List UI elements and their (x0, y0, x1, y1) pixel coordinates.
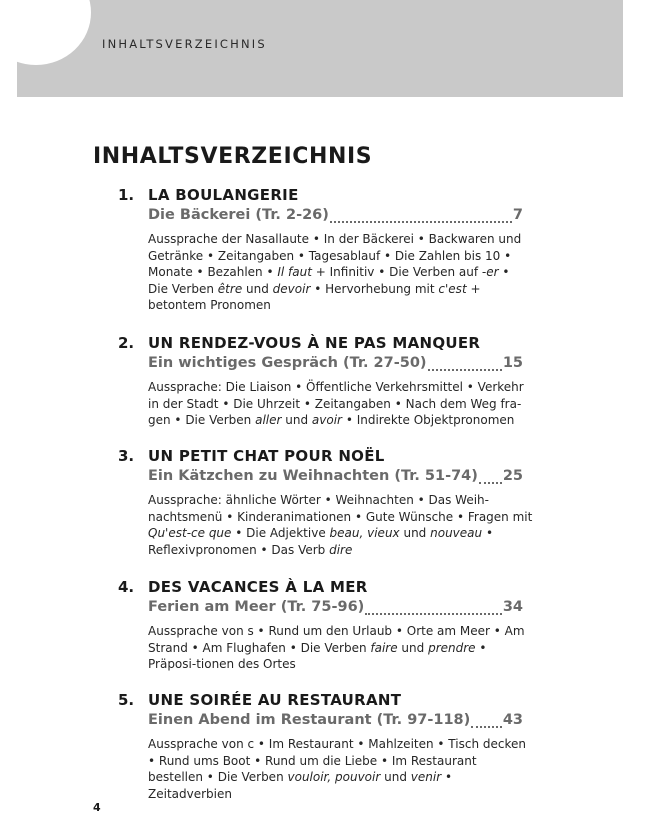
entry-title-de-line (148, 599, 523, 619)
topic-text: • Die Adjektive (231, 526, 330, 541)
topic-text: • Zeitadverbien (148, 770, 453, 801)
topic-text: und (242, 281, 273, 296)
entry-topics (148, 231, 533, 314)
topic-text: und (397, 640, 429, 655)
topic-text: und (281, 413, 312, 428)
entry-number: 5. (118, 691, 135, 709)
entry-page-number: 15 (502, 355, 523, 371)
entry-title-fr: DES VACANCES À LA MER (148, 578, 368, 596)
topic-term-italic: devoir (272, 281, 311, 296)
topic-term-italic: prendre (428, 640, 476, 655)
entry-topics (148, 492, 533, 558)
entry-title-fr: UN PETIT CHAT POUR NOËL (148, 447, 385, 465)
entry-number: 3. (118, 447, 135, 465)
topic-term-italic: dire (329, 542, 353, 557)
topic-term-italic: faire (370, 640, 398, 655)
topic-term-italic: être (217, 281, 243, 296)
entry-number: 4. (118, 578, 135, 596)
entry-number: 1. (118, 186, 135, 204)
entry-title-fr: UN RENDEZ-VOUS À NE PAS MANQUER (148, 334, 481, 352)
topic-text: • Präposi-tionen des Ortes (148, 640, 487, 672)
entry-topics (148, 736, 533, 802)
topic-term-italic: Qu'est-ce que (148, 526, 232, 541)
topic-text: • Die Verben (148, 265, 510, 296)
topic-term-italic: nouveau (430, 526, 483, 541)
topic-text: Aussprache der Nasallaute • In der Bäckerei • Backwaren und Getränke • Zeitangaben • Tagesablauf • Die Zahlen bis 10 • Monate • Bezahlen • (148, 232, 522, 280)
entry-title-de-line (148, 355, 523, 375)
topic-text: • Reflexivpronomen • Das Verb (148, 526, 494, 557)
entry-title-de: Ein wichtiges Gespräch (Tr. 27-50) (148, 355, 427, 371)
topic-text: Aussprache: ähnliche Wörter • Weihnachten • Das Weih-nachtsmenü • Kinderanimationen • Gute Wünsche • Fragen mit (148, 493, 533, 524)
dot-leader (479, 482, 502, 484)
entry-title-de-line (148, 207, 523, 227)
topic-text: Aussprache von s • Rund um den Urlaub • Orte am Meer • Am Strand • Am Flughafen • Die Verben (148, 624, 525, 655)
topic-text: • Hervorhebung mit (310, 281, 439, 296)
entry-page-number: 34 (502, 599, 523, 615)
entry-title-de-line (148, 712, 523, 732)
dot-leader (365, 613, 502, 615)
entry-page-number: 7 (512, 207, 523, 223)
topic-text: und (399, 526, 431, 541)
entry-title-fr: LA BOULANGERIE (148, 186, 299, 204)
entry-title-de: Ferien am Meer (Tr. 75-96) (148, 599, 365, 615)
topic-text: + betontem Pronomen (148, 281, 481, 313)
topic-text: • Indirekte Objektpronomen (342, 413, 515, 428)
running-header-title: INHALTSVERZEICHNIS (102, 37, 267, 51)
dot-leader (471, 726, 502, 728)
entry-title-de: Ein Kätzchen zu Weihnachten (Tr. 51-74) (148, 468, 478, 484)
topic-text: und (380, 770, 411, 785)
topic-text: Aussprache: Die Liaison • Öffentliche Verkehrsmittel • Verkehr in der Stadt • Die Uhrzeit • Zeitangaben • Nach dem Weg fra-gen • Die Verben (148, 380, 524, 428)
entry-topics (148, 379, 533, 429)
dot-leader (428, 369, 502, 371)
topic-text: Aussprache von c • Im Restaurant • Mahlzeiten • Tisch decken • Rund ums Boot • Rund um die Liebe • Im Restaurant bestellen • Die Verben (148, 737, 526, 785)
entry-title-de-line (148, 468, 523, 488)
entry-title-de: Die Bäckerei (Tr. 2-26) (148, 207, 329, 223)
topic-term-italic: Il faut (277, 265, 312, 280)
entry-number: 2. (118, 334, 135, 352)
entry-topics (148, 623, 533, 673)
topic-term-italic: venir (410, 770, 442, 785)
running-header (17, 0, 623, 97)
page-folio: 4 (93, 801, 101, 814)
header-circle-decoration (17, 0, 91, 65)
dot-leader (330, 221, 512, 223)
topic-term-italic: vouloir, pouvoir (287, 770, 381, 785)
entry-page-number: 43 (502, 712, 523, 728)
topic-term-italic: c'est (438, 281, 467, 296)
page-title: INHALTSVERZEICHNIS (93, 144, 373, 169)
topic-text: + Infinitiv • Die Verben auf (311, 265, 482, 280)
topic-term-italic: -er (481, 265, 499, 280)
topic-term-italic: aller (255, 413, 282, 428)
entry-title-fr: UNE SOIRÉE AU RESTAURANT (148, 691, 402, 709)
topic-term-italic: beau, vieux (329, 526, 400, 541)
entry-title-de: Einen Abend im Restaurant (Tr. 97-118) (148, 712, 471, 728)
topic-term-italic: avoir (311, 413, 342, 428)
entry-page-number: 25 (502, 468, 523, 484)
